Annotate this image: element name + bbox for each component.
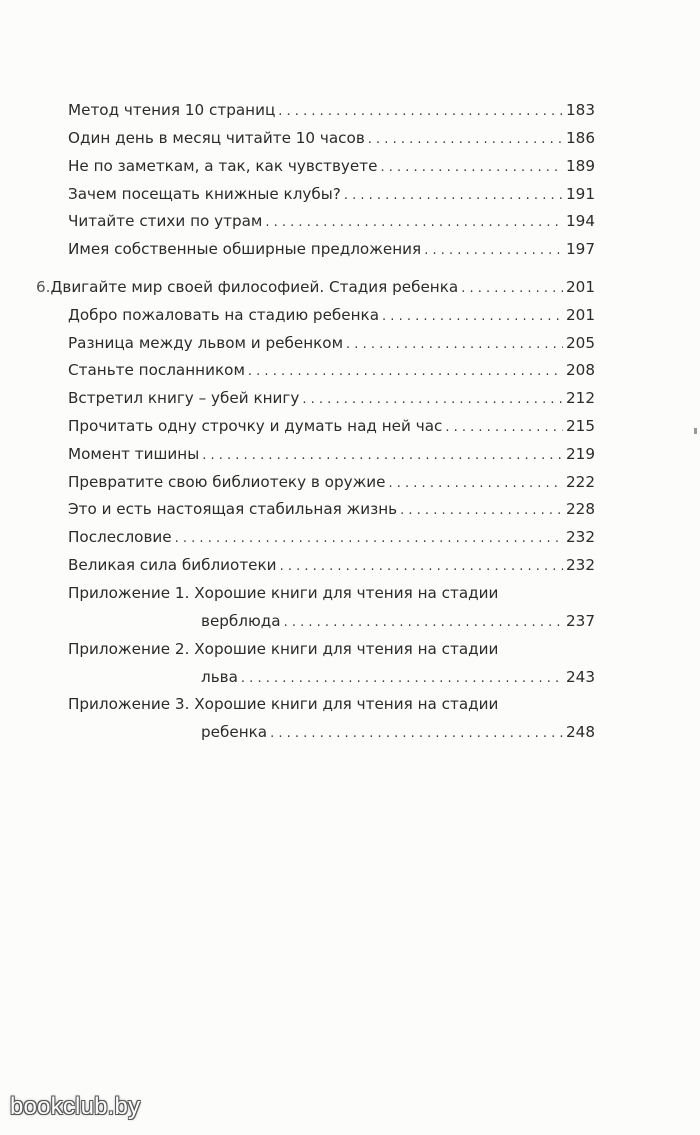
toc-entry-page: 248: [566, 723, 595, 741]
toc-entry-title: Зачем посещать книжные клубы?: [68, 185, 341, 203]
dot-leader: [278, 98, 563, 126]
toc-entry-title: Имея собственные обширные предложения: [68, 240, 422, 258]
toc-entry-title: Не по заметкам, а так, как чувствуете: [68, 157, 378, 175]
toc-entry-title: Прочитать одну строчку и думать над ней час: [68, 417, 443, 435]
toc-appendix-entry: [68, 635, 595, 693]
appendix-title-line2: льва: [201, 668, 238, 686]
dot-leader: [346, 331, 563, 359]
toc-entry: [68, 384, 595, 412]
appendix-title-line1: Приложение 2. Хорошие книги для чтения на стадии: [68, 640, 499, 658]
dot-leader: [424, 237, 563, 265]
toc-entry-page: 243: [566, 668, 595, 686]
toc-entry-title: Великая сила библиотеки: [68, 556, 277, 574]
toc-entry-page: 212: [566, 389, 595, 407]
toc-entry-title: Метод чтения 10 страниц: [68, 101, 276, 119]
toc-entry-page: 219: [566, 445, 595, 463]
dot-leader: [202, 442, 563, 470]
appendix-title-line2: верблюда: [201, 612, 281, 630]
dot-leader: [344, 182, 563, 210]
toc-entry: [68, 412, 595, 440]
dot-leader: [461, 275, 563, 303]
chapter-page: 201: [566, 278, 595, 296]
toc-entry-title: Послесловие: [68, 528, 172, 546]
appendix-line2: [201, 607, 595, 637]
dot-leader: [284, 609, 563, 637]
toc-entry-page: 228: [566, 500, 595, 518]
toc-appendix-entry: [68, 579, 595, 637]
toc-entry-page: 208: [566, 361, 595, 379]
toc-entry-title: Станьте посланником: [68, 361, 245, 379]
appendix-title-line2: ребенка: [201, 723, 268, 741]
dot-leader: [302, 386, 563, 414]
toc-entry: [68, 235, 595, 263]
toc-entry-title: Момент тишины: [68, 445, 200, 463]
toc-entry: [68, 495, 595, 523]
toc-entry: [68, 152, 595, 180]
toc-entry-page: 205: [566, 334, 595, 352]
dot-leader: [400, 497, 563, 525]
toc-entry: [68, 207, 595, 235]
dot-leader: [280, 553, 563, 581]
toc-entry-page: 197: [566, 240, 595, 258]
toc-entry-page: 194: [566, 212, 595, 230]
appendix-line2: [201, 663, 595, 693]
toc-entry: [68, 96, 595, 124]
toc-entry: [68, 468, 595, 496]
toc-entry-title: Добро пожаловать на стадию ребенка: [68, 306, 380, 324]
dot-leader: [389, 470, 564, 498]
toc-entry-page: 189: [566, 157, 595, 175]
toc-chapter-entry: [36, 273, 595, 301]
toc-entry-title: Один день в месяц читайте 10 часов: [68, 129, 365, 147]
appendix-title-line1: Приложение 1. Хорошие книги для чтения на стадии: [68, 584, 499, 602]
page-edge-mark: [694, 428, 697, 434]
toc-entry-page: 222: [566, 473, 595, 491]
dot-leader: [382, 303, 563, 331]
dot-leader: [270, 720, 563, 748]
toc-entry-page: 191: [566, 185, 595, 203]
toc-entry-page: 183: [566, 101, 595, 119]
toc-entry-page: 215: [566, 417, 595, 435]
dot-leader: [175, 525, 563, 553]
dot-leader: [241, 665, 563, 693]
dot-leader: [380, 154, 563, 182]
appendix-title-line1: Приложение 3. Хорошие книги для чтения на стадии: [68, 695, 499, 713]
dot-leader: [265, 209, 563, 237]
toc-entry-title: Читайте стихи по утрам: [68, 212, 263, 230]
toc-entry: [68, 523, 595, 551]
appendix-line2: [201, 718, 595, 748]
toc-entry-title: Встретил книгу – убей книгу: [68, 389, 300, 407]
chapter-number: 6.: [36, 278, 51, 296]
toc-entry-title: Разница между львом и ребенком: [68, 334, 344, 352]
toc-entry: [68, 180, 595, 208]
toc-entry: [68, 356, 595, 384]
toc-entry-page: 186: [566, 129, 595, 147]
toc-entry: [68, 440, 595, 468]
toc-entry-page: 232: [566, 556, 595, 574]
toc-entry: [68, 329, 595, 357]
watermark: bookclub.by: [10, 1093, 141, 1120]
toc-entry-page: 201: [566, 306, 595, 324]
dot-leader: [368, 126, 563, 154]
toc-entry-title: Это и есть настоящая стабильная жизнь: [68, 500, 398, 518]
toc-entry-title: Превратите свою библиотеку в оружие: [68, 473, 386, 491]
chapter-title: Двигайте мир своей философией. Стадия ребенка: [50, 278, 459, 296]
toc-entry: [68, 301, 595, 329]
toc-appendix-entry: [68, 690, 595, 748]
toc-entry-page: 237: [566, 612, 595, 630]
dot-leader: [445, 414, 563, 442]
toc-entry-page: 232: [566, 528, 595, 546]
dot-leader: [248, 358, 563, 386]
toc-entry: [68, 551, 595, 579]
toc-entry: [68, 124, 595, 152]
